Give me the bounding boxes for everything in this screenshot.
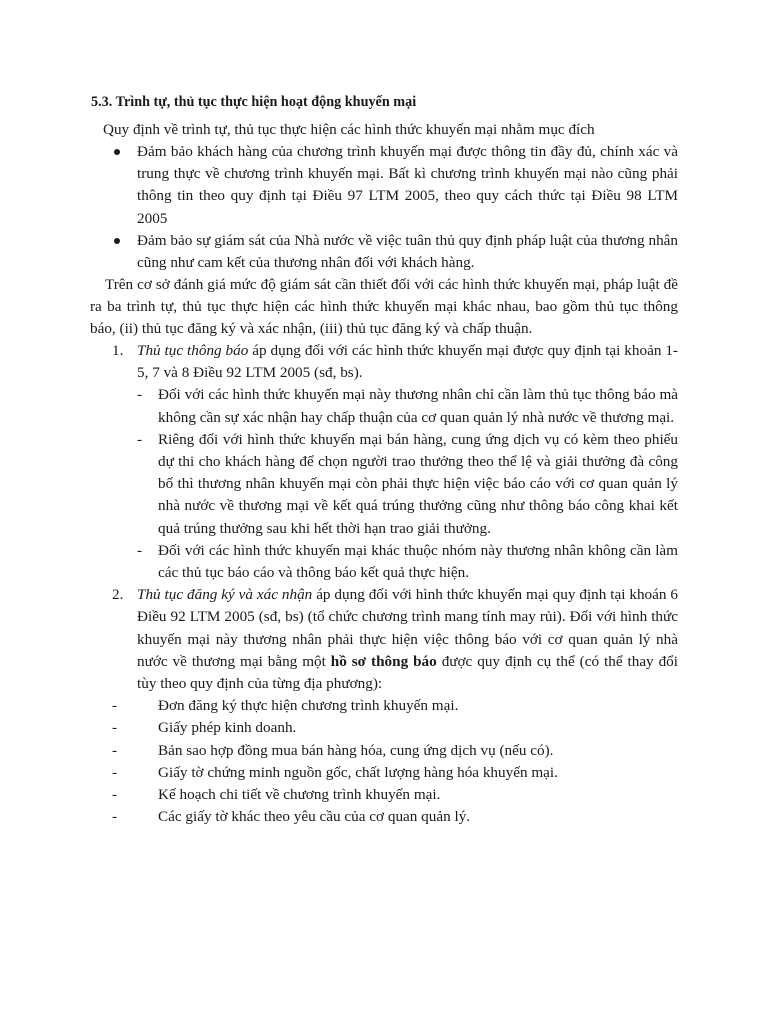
requirement-text: Kế hoạch chi tiết về chương trình khuyến mại. xyxy=(158,786,441,804)
dash-item xyxy=(137,384,678,428)
dash-item xyxy=(137,540,678,584)
requirements-dash-list xyxy=(112,695,678,828)
item-text: áp dụng đối với hình thức khuyến mại quy định tại khoán 6 Điều 92 LTM 2005 (sđ, bs) (tổ chức chương trình mang tính may rủi). Đối với hình thức khuyến mại này thương nhân phải thực hiện việc thông báo với cơ quan quản lý nhà nước về thương mại bằng một xyxy=(137,586,678,670)
bullet-item xyxy=(112,230,678,274)
dash-marker: - xyxy=(112,808,118,826)
requirement-item xyxy=(112,695,678,717)
requirement-text: Các giấy tờ khác theo yêu cầu của cơ quan quản lý. xyxy=(158,808,471,826)
bullet-icon xyxy=(114,149,120,155)
requirement-item xyxy=(112,717,678,739)
procedure-item-registration xyxy=(112,584,678,828)
dash-marker: - xyxy=(137,386,143,404)
item-number: 1. xyxy=(112,342,124,359)
dash-marker: - xyxy=(112,697,118,715)
intro-paragraph: Quy định về trình tự, thủ tục thực hiện các hình thức khuyến mại nhằm mục đích xyxy=(103,121,595,138)
bullet-icon xyxy=(114,238,120,244)
dash-marker: - xyxy=(137,541,143,559)
procedures-paragraph: Trên cơ sở đánh giá mức độ giám sát cần thiết đối với các hình thức khuyến mại, pháp luật đề ra ba trình tự, thủ tục thực hiện các hình thức khuyến mại khác nhau, bao gồm thủ tục thông báo, (ii) thủ tục đăng ký và xác nhận, (iii) thủ tục đăng ký và chấp thuận. xyxy=(90,276,678,338)
dash-marker: - xyxy=(112,763,118,781)
dash-text: Đối với các hình thức khuyến mại khác thuộc nhóm này thương nhân không cần làm các thủ tục báo cáo và thông báo kết quả thực hiện. xyxy=(158,541,678,582)
dash-text: Đối với các hình thức khuyến mại này thương nhân chỉ cần làm thủ tục thông báo mà không cần sự xác nhận hay chấp thuận của cơ quan quản lý nhà nước về thương mại. xyxy=(158,386,678,426)
bullet-text: Đảm bảo khách hàng của chương trình khuyến mại được thông tin đầy đủ, chính xác và trung thực về chương trình khuyến mại. Bất kì chương trình khuyến mại nào cũng phải thông tin theo quy định tại Điều 97 LTM 2005, theo quy cách thức tại Điều 98 LTM 2005 xyxy=(137,143,678,227)
requirement-item xyxy=(112,784,678,806)
item-bold-term: hồ sơ thông báo xyxy=(330,652,437,670)
item-text: áp dụng đối với các hình thức khuyến mại được quy định tại khoản 1-5, 7 và 8 Điều 92 LTM 2005 (sđ, bs). xyxy=(137,342,678,382)
purpose-bullet-list xyxy=(112,141,678,274)
dash-marker: - xyxy=(112,786,118,804)
item-title: Thủ tục đăng ký và xác nhận xyxy=(137,586,313,604)
requirement-text: Bản sao hợp đồng mua bán hàng hóa, cung ứng dịch vụ (nếu có). xyxy=(158,741,554,759)
item-text-after: được quy định cụ thể (có thể thay đổi tùy theo quy định của từng địa phương): xyxy=(137,652,678,693)
section-heading: 5.3. Trình tự, thủ tục thực hiện hoạt động khuyến mại xyxy=(91,94,417,110)
requirement-item xyxy=(112,762,678,784)
requirement-text: Giấy tờ chứng minh nguồn gốc, chất lượng hàng hóa khuyến mại. xyxy=(158,763,558,781)
dash-marker: - xyxy=(137,430,143,448)
dash-marker: - xyxy=(112,719,118,737)
item-number: 2. xyxy=(112,586,124,604)
item-title: Thủ tục thông báo xyxy=(137,342,249,359)
dash-item xyxy=(137,429,678,540)
notification-dash-list xyxy=(137,384,678,584)
requirement-text: Đơn đăng ký thực hiện chương trình khuyến mại. xyxy=(158,697,459,715)
procedure-item-notification xyxy=(112,340,678,584)
requirement-text: Giấy phép kinh doanh. xyxy=(158,719,297,737)
procedure-list xyxy=(112,340,678,828)
dash-marker: - xyxy=(112,741,118,759)
dash-text: Riêng đối với hình thức khuyến mại bán hàng, cung ứng dịch vụ có kèm theo phiếu dự thi cho khách hàng để chọn người trao thưởng theo thể lệ và giải thưởng đà công bố thì thương nhân khuyến mại còn phải thực hiện việc báo cáo với cơ quan quản lý nhà nước về thương mại về kết quá trúng thưởng cũng như thông báo công khai kết quả trúng thưởng sau khi hết thời hạn trao giải thưởng. xyxy=(158,430,678,537)
bullet-text: Đảm bảo sự giám sát của Nhà nước về việc tuân thủ quy định pháp luật của thương nhân cũng như cam kết của thương nhân đối với khách hàng. xyxy=(137,231,678,272)
bullet-item xyxy=(112,141,678,230)
requirement-item xyxy=(112,806,678,828)
requirement-item xyxy=(112,740,678,762)
